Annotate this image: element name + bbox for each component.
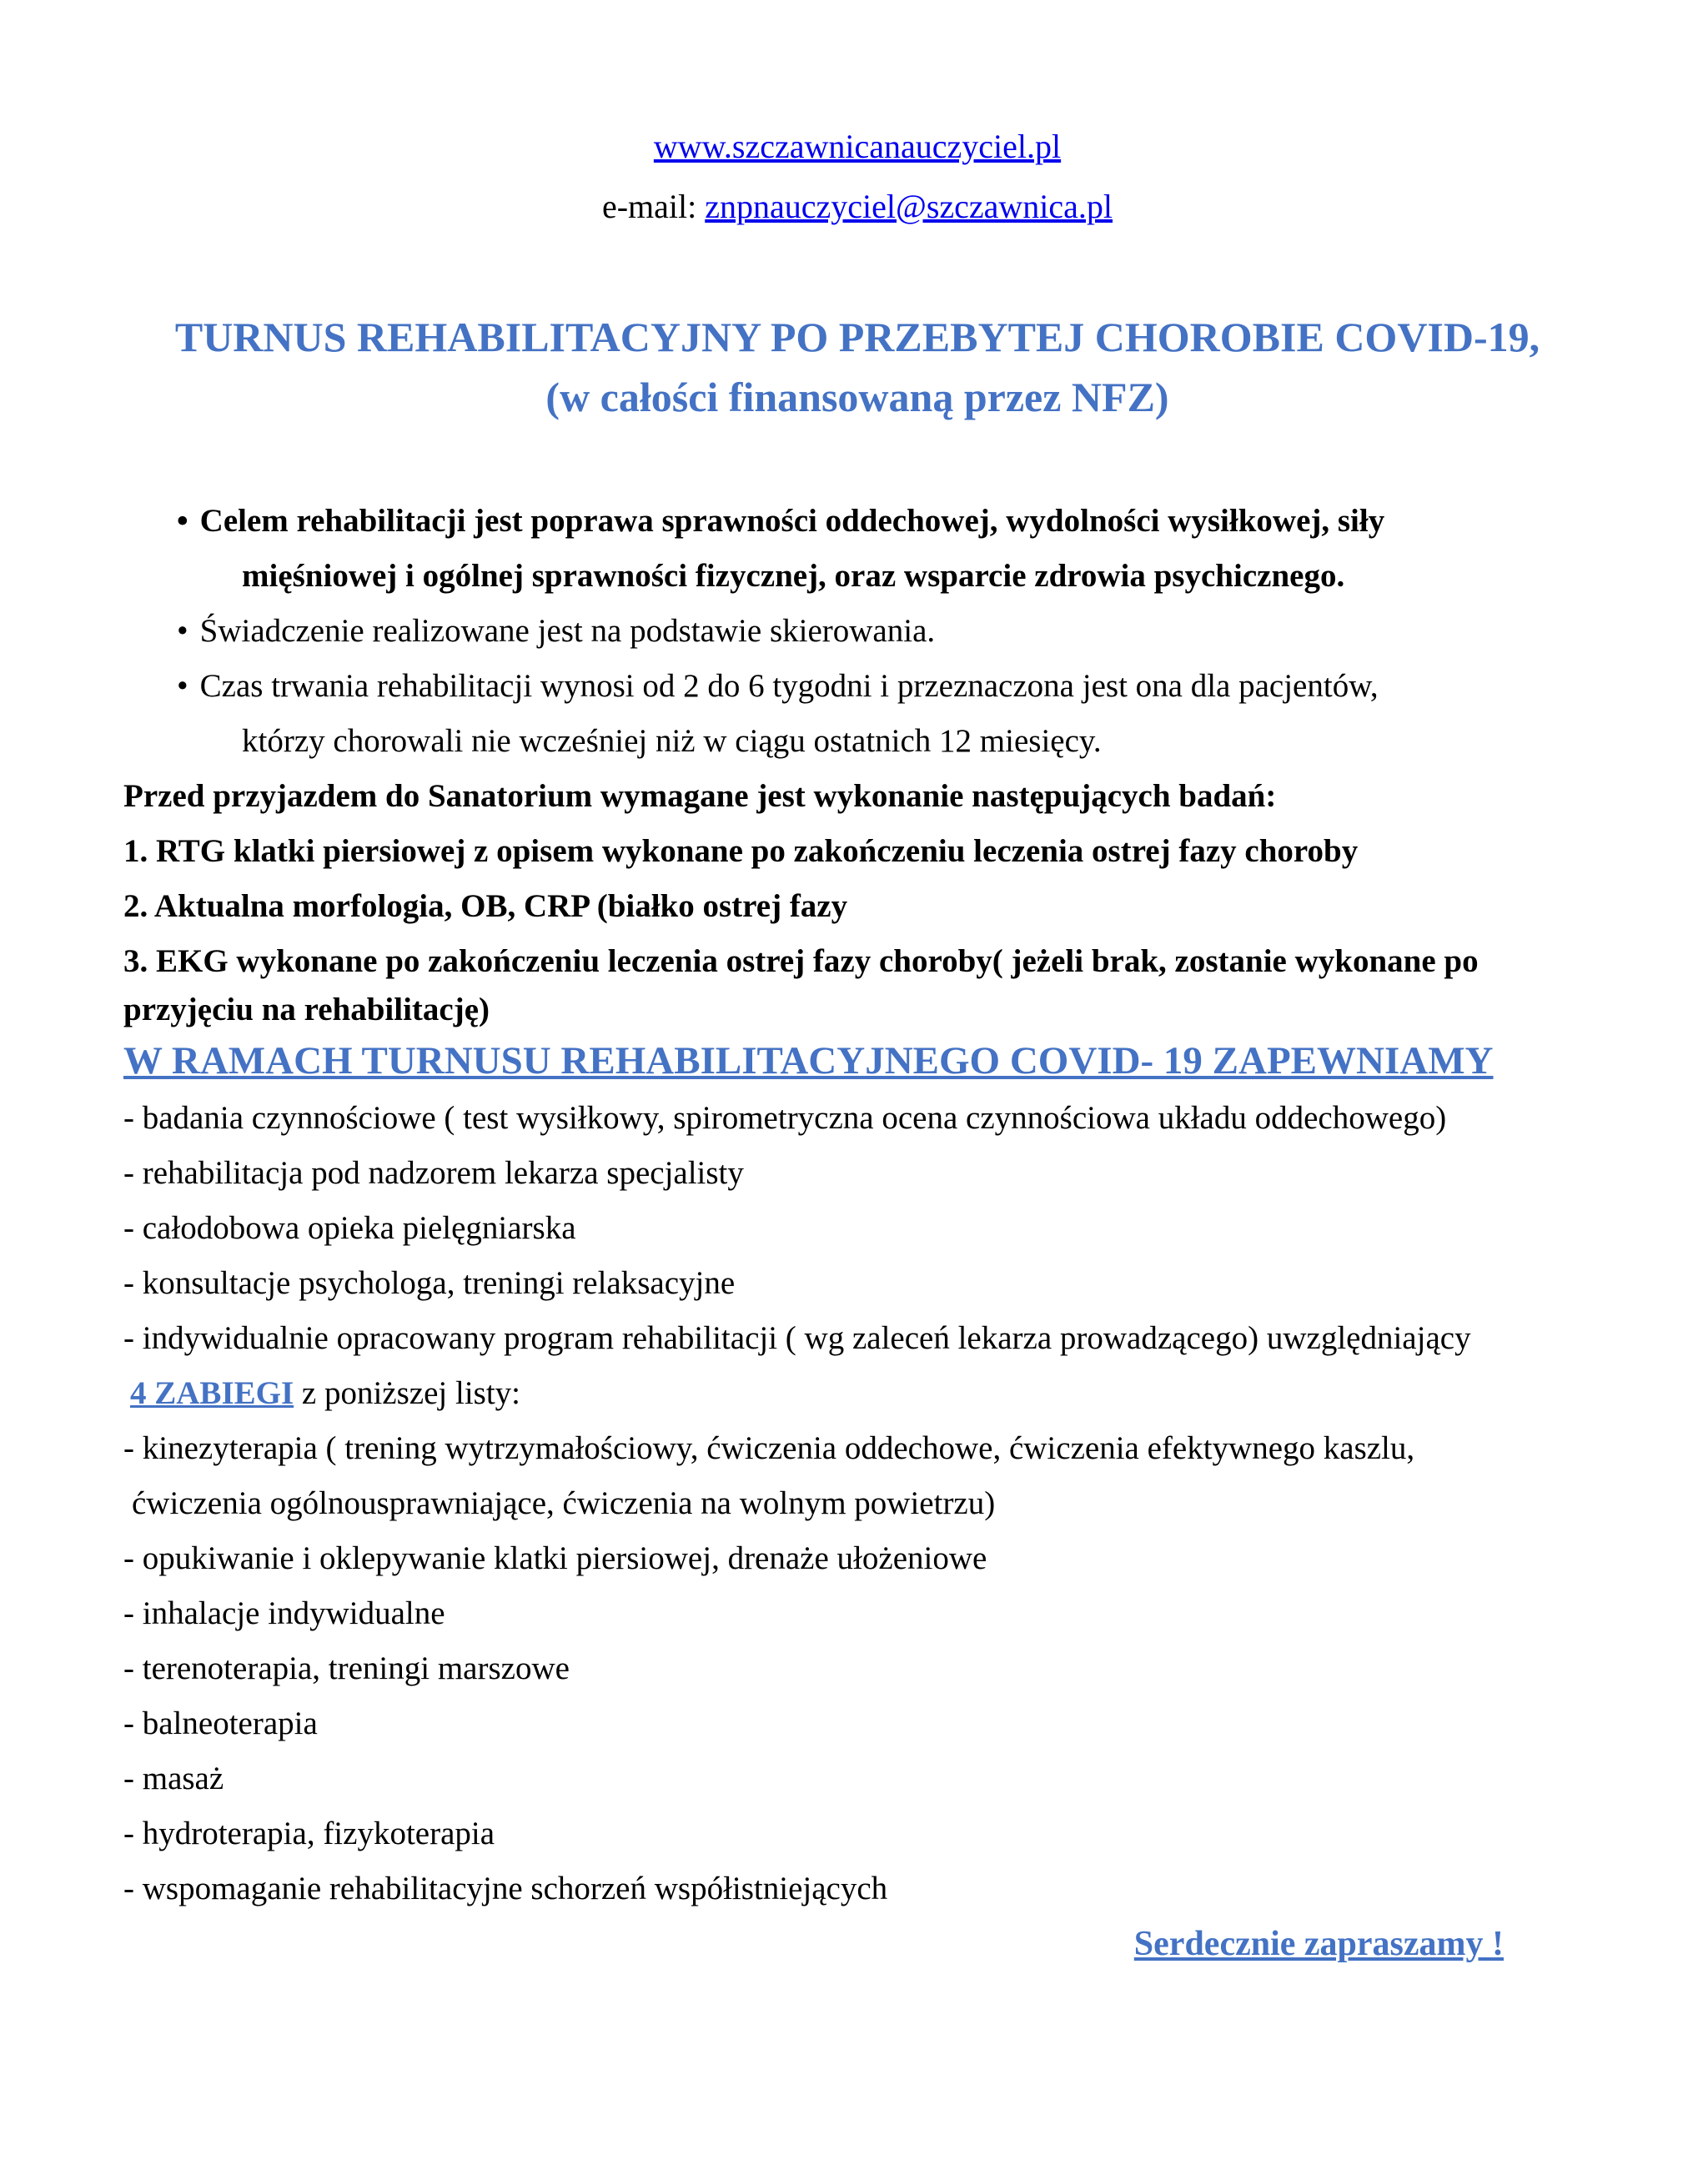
treatment-item: - balneoterapia	[123, 1705, 318, 1741]
program-item: - rehabilitacja pod nadzorem lekarza specjalisty	[123, 1155, 744, 1191]
treatment-item: - terenoterapia, treningi marszowe	[123, 1650, 570, 1686]
bullet-icon: •	[177, 613, 188, 649]
bullet-duration-line1	[123, 659, 1591, 714]
program-item: - badania czynnościowe ( test wysiłkowy, spirometryczna ocena czynnościowa układu oddechowego)	[123, 1100, 1447, 1136]
treatment-item: - kinezyterapia ( trening wytrzymałościowy, ćwiczenia oddechowe, ćwiczenia efektywnego kaszlu,	[123, 1430, 1415, 1466]
zabiegi-label: 4 ZABIEGI	[130, 1375, 294, 1411]
treatment-item: - hydroterapia, fizykoterapia	[123, 1816, 495, 1851]
exam-item-3-line1: 3. EKG wykonane po zakończeniu leczenia ostrej fazy choroby( jeżeli brak, zostanie wykonane po	[123, 943, 1479, 979]
program-heading	[123, 1031, 1591, 1091]
bullet-icon: •	[177, 668, 188, 704]
header-website-line	[123, 127, 1591, 167]
treatment-item-continuation: ćwiczenia ogólnousprawniające, ćwiczenia na wolnym powietrzu)	[132, 1485, 996, 1521]
website-link[interactable]: www.szczawnicanauczyciel.pl	[653, 128, 1062, 165]
page-title-line2: (w całości finansowaną przez NFZ)	[545, 374, 1169, 420]
program-item: - konsultacje psychologa, treningi relaksacyjne	[123, 1265, 736, 1301]
bullet-duration-line2: którzy chorowali nie wcześniej niż w ciągu ostatnich 12 miesięcy.	[242, 723, 1102, 759]
bullet-goal-text1: Celem rehabilitacji jest poprawa sprawności oddechowej, wydolności wysiłkowej, siły	[199, 503, 1385, 539]
bullet-goal-line2: mięśniowej i ogólnej sprawności fizycznej, oraz wsparcie zdrowia psychicznego.	[242, 558, 1345, 594]
zabiegi-rest: z poniższej listy:	[294, 1375, 521, 1411]
treatment-item: - wspomaganie rehabilitacyjne schorzeń współistniejących	[123, 1871, 888, 1906]
closing-text: Serdecznie zapraszamy !	[1133, 1925, 1504, 1963]
page-title-line1: TURNUS REHABILITACYJNY PO PRZEBYTEJ CHOROBIE COVID-19,	[174, 314, 1540, 360]
closing-line	[123, 1916, 1591, 1972]
bullet-icon: •	[177, 503, 188, 539]
email-label: e-mail:	[601, 188, 706, 225]
header-email-line	[123, 187, 1591, 227]
bullet-goal-line1	[123, 494, 1591, 549]
treatment-item: - inhalacje indywidualne	[123, 1595, 445, 1631]
zabiegi-line	[123, 1366, 1591, 1421]
program-heading-text: W RAMACH TURNUSU REHABILITACYJNEGO COVID- 19 ZAPEWNIAMY	[123, 1039, 1494, 1083]
program-item: - indywidualnie opracowany program rehabilitacji ( wg zaleceń lekarza prowadzącego) uwzględniający	[123, 1320, 1471, 1356]
email-link[interactable]: znpnauczyciel@szczawnica.pl	[705, 188, 1113, 225]
exam-item-1: 1. RTG klatki piersiowej z opisem wykonane po zakończeniu leczenia ostrej fazy choroby	[123, 833, 1359, 869]
bullet-referral	[123, 604, 1591, 659]
program-item: - całodobowa opieka pielęgniarska	[123, 1210, 576, 1246]
bullet-duration-text1: Czas trwania rehabilitacji wynosi od 2 do 6 tygodni i przeznaczona jest ona dla pacjentów,	[199, 668, 1379, 704]
exam-item-3-line2: przyjęciu na rehabilitację)	[123, 992, 490, 1027]
bullet-referral-text: Świadczenie realizowane jest na podstawie skierowania.	[199, 613, 936, 649]
treatment-item: - opukiwanie i oklepywanie klatki piersiowej, drenaże ułożeniowe	[123, 1540, 987, 1576]
exams-intro: Przed przyjazdem do Sanatorium wymagane jest wykonanie następujących badań:	[123, 778, 1277, 814]
exam-item-2: 2. Aktualna morfologia, OB, CRP (białko ostrej fazy	[123, 888, 848, 924]
treatment-item: - masaż	[123, 1761, 224, 1796]
